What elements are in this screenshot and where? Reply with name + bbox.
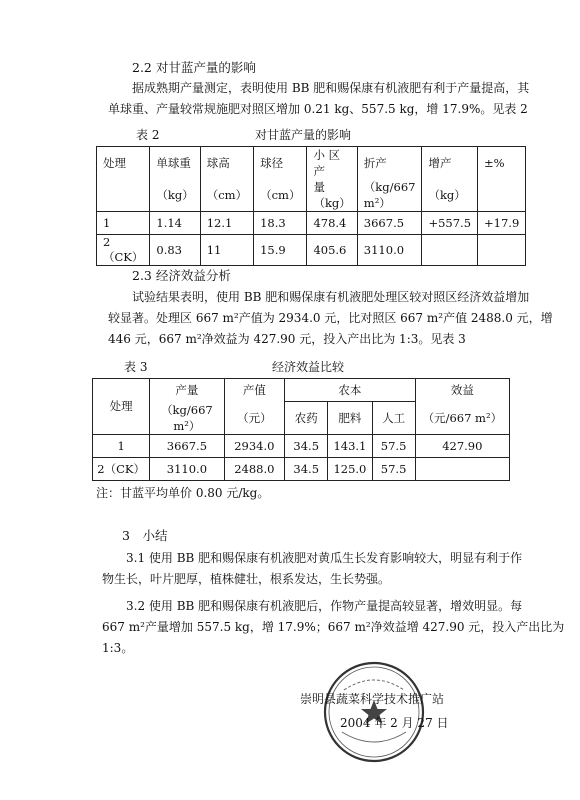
- table-cell: 18.3: [254, 212, 307, 235]
- signature-organization: 崇明县蔬菜科学技术推广站: [300, 692, 445, 706]
- table-cell: 2934.0: [224, 434, 285, 457]
- table-cell: 34.5: [285, 434, 328, 457]
- table-cell: +17.9: [478, 212, 526, 235]
- section-3-2-paragraph: [102, 596, 572, 659]
- table-header-cell: 肥料: [328, 402, 372, 435]
- table-header-cell: [97, 179, 150, 212]
- table-cell: 478.4: [307, 212, 357, 235]
- table-2-label: 表 2: [136, 128, 160, 142]
- paragraph-line: 1:3。: [102, 641, 134, 655]
- table-row: [93, 457, 510, 480]
- table-header-cell: （kg）: [150, 179, 200, 212]
- section-3-1-paragraph: [102, 548, 572, 590]
- table-cell: [478, 235, 526, 266]
- paragraph-line: 3.2 使用 BB 肥和赐保康有机液肥后，作物产量提高较显著，增效明显。每: [126, 599, 523, 613]
- table-header-row: [93, 379, 510, 402]
- table-header-cell: （元/667 m²）: [415, 402, 509, 435]
- table-header-cell: 球径: [254, 147, 307, 180]
- table-header-cell: 折产: [357, 147, 422, 180]
- table-cell: 57.5: [372, 457, 415, 480]
- table-header-cell: （cm）: [200, 179, 253, 212]
- table-cell: 11: [200, 235, 253, 266]
- table-header-cell: （kg/667 m²）: [150, 402, 224, 435]
- table-cell: 405.6: [307, 235, 357, 266]
- paragraph-line: 试验结果表明，使用 BB 肥和赐保康有机液肥处理区较对照区经济效益增加: [132, 290, 530, 304]
- table-cell: 1: [93, 434, 150, 457]
- table-cell: 1: [97, 212, 150, 235]
- table-cell: 3110.0: [357, 235, 422, 266]
- table-header-cell: （kg/667 m²）: [357, 179, 422, 212]
- paragraph-line: 单球重、产量较常规施肥对照区增加 0.21 kg、557.5 kg，增 17.9%。见表 2: [108, 102, 528, 116]
- table-header-cell: （cm）: [254, 179, 307, 212]
- table-3: [92, 378, 510, 481]
- table-cell: 427.90: [415, 434, 509, 457]
- signature-date: 2004 年 2 月 27 日: [340, 716, 449, 730]
- table-cell: +557.5: [422, 212, 478, 235]
- table-header-cell: （元）: [224, 402, 285, 435]
- table-header-cell: 农药: [285, 402, 328, 435]
- section-2-2-paragraph: [108, 78, 578, 120]
- table-header-cell: 处理: [93, 379, 150, 435]
- table-header-cell: （kg）: [422, 179, 478, 212]
- table-cell: 125.0: [328, 457, 372, 480]
- table-header-row: [97, 147, 526, 180]
- table-header-cell: 小 区 产: [307, 147, 357, 180]
- table-row: [93, 434, 510, 457]
- table-row: [97, 235, 526, 266]
- table-2: [96, 146, 526, 266]
- table-cell: 3667.5: [150, 434, 224, 457]
- paragraph-line: 3.1 使用 BB 肥和赐保康有机液肥对黄瓜生长发育影响较大，明显有利于作: [126, 551, 523, 565]
- table-header-row: [97, 179, 526, 212]
- table-header-cell: 农本: [285, 379, 416, 402]
- table-3-label: 表 3: [124, 360, 148, 374]
- section-3-heading: 3 小结: [122, 528, 168, 543]
- section-2-3-heading: 2.3 经济效益分析: [132, 268, 231, 283]
- table-3-note: 注：甘蓝平均单价 0.80 元/kg。: [96, 486, 270, 500]
- table-header-cell: 单球重: [150, 147, 200, 180]
- table-row: [97, 212, 526, 235]
- table-header-cell: 人工: [372, 402, 415, 435]
- table-header-cell: 产量: [150, 379, 224, 402]
- paragraph-line: 446 元，667 m²净效益为 427.90 元，投入产出比为 1:3。见表 3: [108, 332, 466, 346]
- table-2-title: 对甘蓝产量的影响: [255, 128, 352, 142]
- table-cell: 3667.5: [357, 212, 422, 235]
- table-cell: 15.9: [254, 235, 307, 266]
- table-3-title: 经济效益比较: [272, 360, 345, 374]
- table-cell: 2（CK）: [97, 235, 150, 266]
- table-cell: 2488.0: [224, 457, 285, 480]
- section-2-3-paragraph: [108, 287, 578, 350]
- table-cell: 1.14: [150, 212, 200, 235]
- paragraph-line: 物生长，叶片肥厚，植株健壮，根系发达，生长势强。: [102, 572, 391, 586]
- table-cell: [415, 457, 509, 480]
- table-cell: 34.5: [285, 457, 328, 480]
- table-header-cell: [478, 179, 526, 212]
- paragraph-line: 较显著。处理区 667 m²产值为 2934.0 元，比对照区 667 m²产值 2488.0 元，增: [108, 311, 553, 325]
- table-header-cell: 效益: [415, 379, 509, 402]
- official-seal-icon: [322, 660, 426, 764]
- table-cell: 0.83: [150, 235, 200, 266]
- table-cell: 143.1: [328, 434, 372, 457]
- paragraph-line: 667 m²产量增加 557.5 kg，增 17.9%；667 m²净效益增 427.90 元，投入产出比为: [102, 620, 565, 634]
- table-cell: [422, 235, 478, 266]
- section-2-2-heading: 2.2 对甘蓝产量的影响: [132, 60, 256, 75]
- table-header-cell: 产值: [224, 379, 285, 402]
- table-header-cell: 处理: [97, 147, 150, 180]
- table-cell: 3110.0: [150, 457, 224, 480]
- table-header-cell: 球高: [200, 147, 253, 180]
- table-cell: 57.5: [372, 434, 415, 457]
- table-cell: 2（CK）: [93, 457, 150, 480]
- paragraph-line: 据成熟期产量测定，表明使用 BB 肥和赐保康有机液肥有利于产量提高，其: [132, 81, 530, 95]
- table-header-cell: 增产: [422, 147, 478, 180]
- table-cell: 12.1: [200, 212, 253, 235]
- table-header-row: [93, 402, 510, 435]
- table-header-cell: ±%: [478, 147, 526, 180]
- table-header-cell: 量（kg）: [307, 179, 357, 212]
